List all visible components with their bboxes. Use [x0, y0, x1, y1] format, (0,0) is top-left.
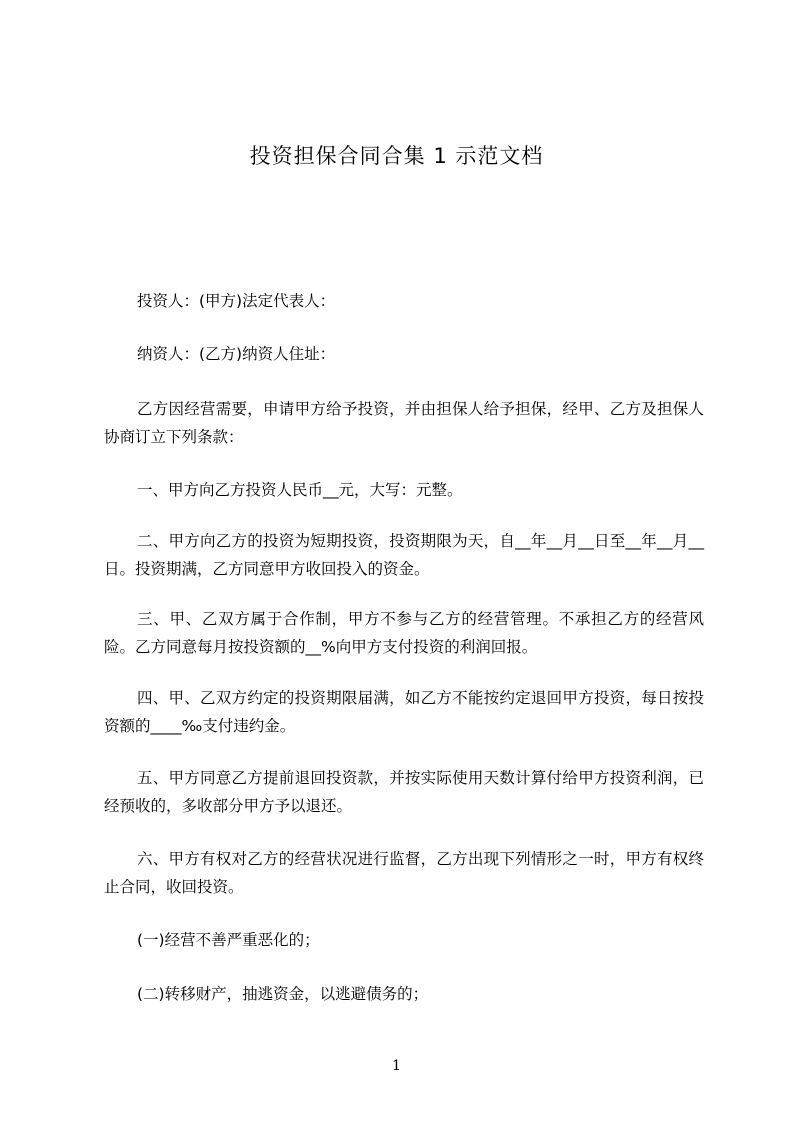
paragraph-clause-2: 二、甲方向乙方的投资为短期投资，投资期限为天，自__年__月__日至__年__月__日。投资期满，乙方同意甲方收回投入的资金。	[104, 532, 704, 578]
paragraph-clause-6: 六、甲方有权对乙方的经营状况进行监督，乙方出现下列情形之一时，甲方有权终止合同，收回投资。	[104, 850, 704, 896]
paragraph-clause-3: 三、甲、乙双方属于合作制，甲方不参与乙方的经营管理。不承担乙方的经营风险。乙方同意每月按投资额的__%向甲方支付投资的利润回报。	[104, 610, 704, 656]
page-number: 1	[392, 1058, 401, 1074]
paragraph-item-1: (一)经营不善严重恶化的；	[137, 931, 320, 949]
document-title: 投资担保合同合集 1 示范文档	[249, 144, 544, 168]
paragraph-preamble: 乙方因经营需要，申请甲方给予投资，并由担保人给予担保，经甲、乙方及担保人协商订立下列条款：	[104, 400, 704, 446]
paragraph-investor: 投资人：(甲方)法定代表人：	[137, 292, 336, 310]
paragraph-clause-5: 五、甲方同意乙方提前退回投资款，并按实际使用天数计算付给甲方投资利润，已经预收的，多收部分甲方予以退还。	[104, 769, 704, 815]
paragraph-clause-4: 四、甲、乙双方约定的投资期限届满，如乙方不能按约定退回甲方投资，每日按投资额的____‰支付违约金。	[104, 689, 704, 735]
paragraph-item-2: (二)转移财产，抽逃资金，以逃避债务的；	[137, 985, 429, 1003]
paragraph-investee: 纳资人：(乙方)纳资人住址：	[137, 345, 336, 363]
paragraph-clause-1: 一、甲方向乙方投资人民币__元，大写：元整。	[137, 481, 463, 499]
